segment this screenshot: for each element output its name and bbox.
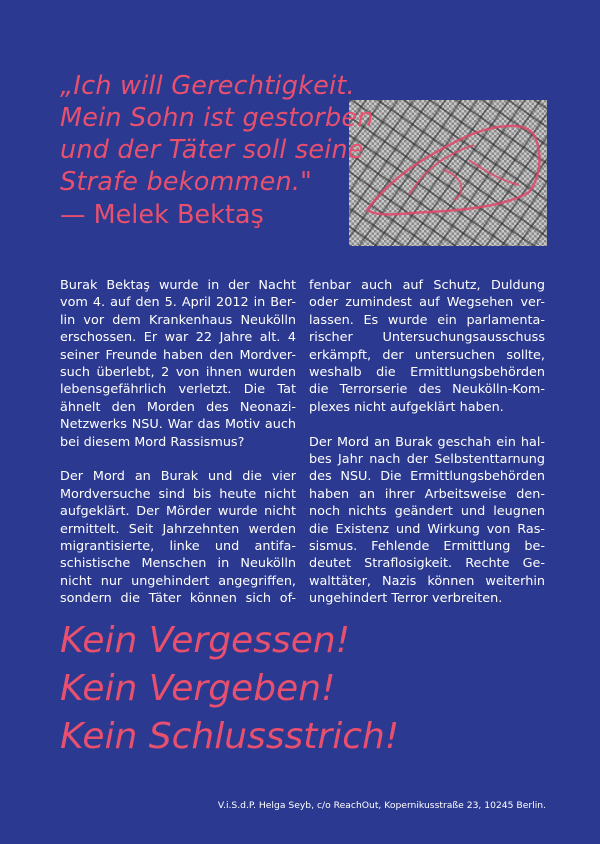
body-line: ungehindert Terror verbreiten.: [309, 591, 503, 607]
quote-attribution: — Melek Bektaş: [60, 200, 264, 230]
quote-line: Mein Sohn ist gestorben: [60, 103, 374, 133]
body-line: oder zumindest auf Wegsehen ver-: [309, 295, 545, 311]
imprint-footer: V.i.S.d.P. Helga Seyb, c/o ReachOut, Kopernikusstraße 23, 10245 Berlin.: [217, 800, 546, 811]
text-column-left: [60, 277, 296, 608]
body-line: schistische Menschen in Neukölln: [60, 556, 296, 572]
slogan: Kein Vergeben!: [60, 668, 336, 709]
body-line: plexes nicht aufgeklärt haben.: [309, 399, 504, 415]
quote: [60, 70, 420, 198]
body-line: lebensgefährlich verletzt. Die Tat: [60, 382, 296, 398]
body-line: sondern die Täter können sich of-: [60, 591, 296, 607]
body-line: rischer Untersuchungsausschuss: [309, 330, 545, 346]
slogans: [60, 617, 399, 761]
body-line: walttäter, Nazis können weiterhin: [309, 573, 545, 589]
text-column-right: [309, 277, 545, 608]
body-line: bei diesem Mord Rassismus?: [60, 434, 245, 450]
body-line: sismus. Fehlende Ermittlung be-: [309, 539, 545, 555]
body-line: nicht nur ungehindert angegriffen,: [60, 573, 296, 589]
body-line: seiner Freunde haben den Mordver-: [60, 347, 296, 363]
body-line: Netzwerks NSU. War das Motiv auch: [60, 417, 296, 433]
body-line: such überlebt, 2 von ihnen wurden: [60, 365, 296, 381]
quote-line: „Ich will Gerechtigkeit.: [60, 71, 355, 101]
body-line: Der Mord an Burak geschah ein hal-: [309, 434, 545, 450]
body-line: fenbar auch auf Schutz, Duldung: [309, 278, 545, 293]
slogan: Kein Schlussstrich!: [60, 716, 400, 757]
body-line: die Terrorserie des Neukölln-Kom-: [309, 382, 545, 398]
body-line: erschossen. Er war 22 Jahre alt. 4: [60, 330, 296, 346]
body-line: Burak Bektaş wurde in der Nacht: [60, 278, 296, 293]
quote-line: und der Täter soll seine: [60, 135, 364, 165]
body-line: aufgeklärt. Der Mörder wurde nicht: [60, 504, 296, 520]
body-line: weshalb die Ermittlungsbehörden: [309, 365, 545, 381]
body-line: migrantisierte, linke und antifa-: [60, 539, 296, 555]
body-line: vom 4. auf den 5. April 2012 in Ber-: [60, 295, 296, 311]
body-line: haben an ihrer Arbeitsweise den-: [309, 486, 545, 502]
slogan: Kein Vergessen!: [60, 620, 351, 661]
body-line: ermittelt. Seit Jahrzehnten werden: [60, 521, 296, 537]
body-line: lin vor dem Krankenhaus Neukölln: [60, 312, 296, 328]
body-line: noch nichts geändert und leugnen: [309, 504, 545, 520]
body-line: lassen. Es wurde ein parlamenta-: [309, 312, 545, 328]
body-line: des NSU. Die Ermittlungsbehörden: [309, 469, 545, 485]
body-line: ähnelt den Morden des Neonazi-: [60, 399, 296, 415]
body-line: Der Mord an Burak und die vier: [60, 469, 296, 485]
body-line: Mordversuche sind bis heute nicht: [60, 486, 296, 502]
body-line: die Existenz und Wirkung von Ras-: [309, 521, 545, 537]
quote-line: Strafe bekommen.": [60, 167, 313, 197]
body-line: bes Jahr nach der Selbstenttarnung: [309, 452, 545, 468]
body-line: erkämpft, der untersuchen sollte,: [309, 347, 545, 363]
body-line: deutet Straflosigkeit. Rechte Ge-: [309, 556, 545, 572]
